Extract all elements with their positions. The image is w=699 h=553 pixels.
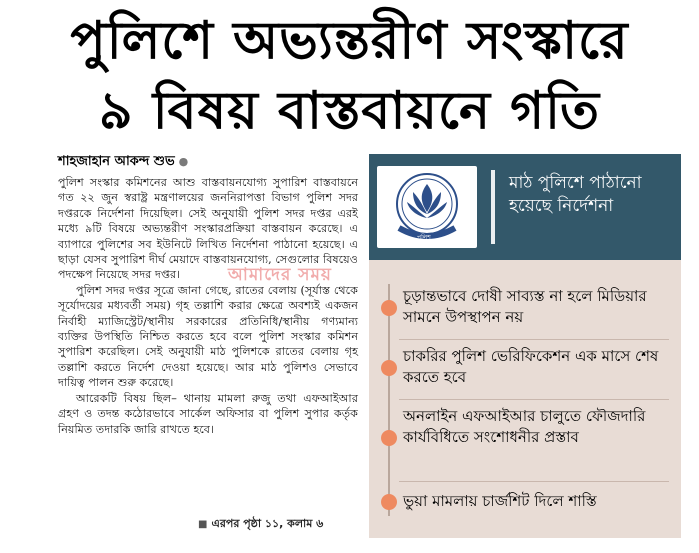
timeline-line <box>388 284 390 516</box>
item-divider <box>399 339 669 340</box>
panel-item-text: চাকরির পুলিশ ভেরিফিকেশন এক মাসে শেষ করতে হবে <box>403 347 659 386</box>
emblem-caption: পুলিশ <box>417 234 431 241</box>
continued-label: এরপর পৃষ্ঠা ১১, কলাম ৬ <box>211 517 324 530</box>
bullet-dot-icon <box>381 360 397 376</box>
headline-line-1: পুলিশে অভ্যন্তরীণ সংস্কারে <box>70 11 629 71</box>
article-paragraph-3: আরেকটি বিষয় ছিল– থানায় মামলা রুজু তথা এফআইআর গ্রহণ ও তদন্ত কঠোরভাবে সার্কেল অফিসার বা পুলিশ সুপার কর্তৃক নিয়মিত তদারকি জারি রাখতে হবে। <box>58 391 358 436</box>
bullet-dot-icon <box>381 494 397 510</box>
square-marker-icon: ■ <box>198 519 208 530</box>
police-emblem <box>377 166 477 248</box>
sidebar-panel <box>369 154 681 538</box>
byline <box>58 152 358 173</box>
article-body <box>58 152 358 437</box>
headline-line-2: ৯ বিষয় বাস্তবায়নে গতি <box>98 81 601 141</box>
panel-header-text: মাঠ পুলিশে পাঠানো হয়েছে নির্দেশনা <box>509 173 642 216</box>
bullet-dot-icon <box>381 300 397 316</box>
panel-item-text: চূড়ান্তভাবে দোষী সাব্যস্ত না হলে মিডিয়ার সামনে উপস্থাপন নয় <box>403 287 647 326</box>
article-paragraph-2: পুলিশ সদর দপ্তর সূত্রে জানা গেছে, রাতের বেলায় (সূর্যাস্ত থেকে সূর্যোদয়ের মধ্যবর্তী সময়) গৃহ তল্লাশি করার ক্ষেত্রে অবশ্যই একজন নির্বাহী ম্যাজিস্ট্রেট/স্থানীয় সরকারের প্রতিনিধি/স্থানীয় গণ্যমান্য ব্যক্তির উপস্থিতি নিশ্চিত করতে হবে বলে পুলিশ সংস্কার কমিশন সুপারিশ করেছিল। সেই অনুযায়ী মাঠ পুলিশকে রাতের বেলায় গৃহ তল্লাশি করতে নির্দেশ দেওয়া হয়েছে। আর মাঠ পুলিশও সেভাবে দায়িত্ব পালন শুরু করেছে। <box>58 283 358 390</box>
byline-author: শাহজাহান আকন্দ শুভ <box>58 154 175 169</box>
panel-item-text: অনলাইন এফআইআর চালুতে ফৌজদারি কার্যবিধিতে সংশোধনীর প্রস্তাব <box>403 407 646 446</box>
continued-note <box>198 515 323 534</box>
panel-header <box>369 154 681 260</box>
article-paragraph-1: পুলিশ সংস্কার কমিশনের আশু বাস্তবায়নযোগ্য সুপারিশ বাস্তবায়নে গত ২২ জুন স্বরাষ্ট্র মন্ত্রণালয়ের জননিরাপত্তা বিভাগ পুলিশ সদর দপ্তরকে নির্দেশনা দিয়েছিল। সেই অনুযায়ী পুলিশ সদর দপ্তর এরই মধ্যে ৯টি বিষয়ে অভ্যন্তরীণ সংস্কারপ্রক্রিয়া বাস্তবায়ন করেছে। এ ব্যাপারে পুলিশের সব ইউনিটে লিখিত নির্দেশনা পাঠানো হয়েছে। এ ছাড়া যেসব সুপারিশ দীর্ঘ মেয়াদে বাস্তবায়নযোগ্য, সেগুলোর বিষয়েও পদক্ষেপ নিয়েছে সদর দপ্তর। <box>58 176 358 282</box>
item-divider <box>399 481 669 482</box>
byline-dot-icon: ● <box>178 155 189 168</box>
bullet-dot-icon <box>381 430 397 446</box>
item-divider <box>399 399 669 400</box>
headline <box>0 6 699 146</box>
panel-item-text: ভুয়া মামলায় চার্জশিট দিলে শাস্তি <box>403 492 597 510</box>
header-divider <box>491 170 495 244</box>
watermark: আমাদের সময় <box>228 265 332 285</box>
